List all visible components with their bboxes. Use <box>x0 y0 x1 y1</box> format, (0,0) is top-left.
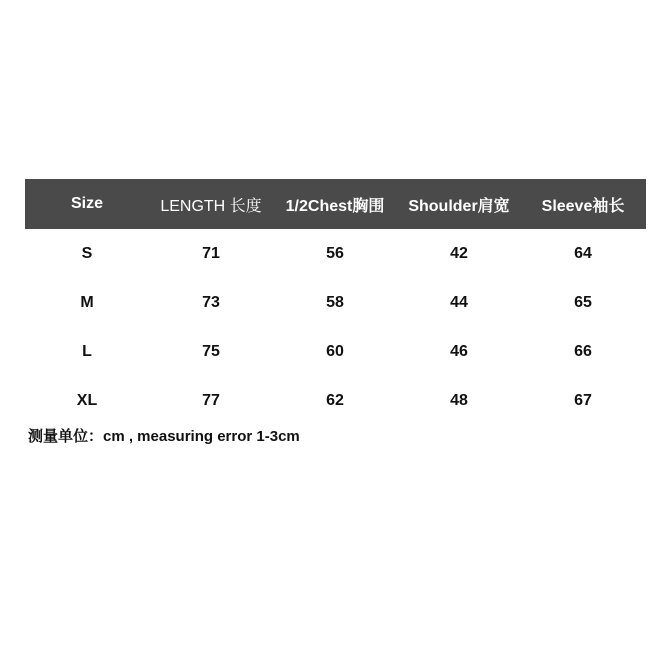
sleeve-cell: 64 <box>574 244 592 262</box>
chest-cell: 62 <box>326 391 344 409</box>
length-cell: 75 <box>202 342 220 360</box>
length-cell: 73 <box>202 293 220 311</box>
table-row <box>25 327 646 376</box>
shoulder-cell: 42 <box>450 244 468 262</box>
sleeve-cell: 65 <box>574 293 592 311</box>
header-sleeve: Sleeve袖长 <box>541 197 625 215</box>
shoulder-cell: 48 <box>450 391 468 409</box>
chest-cell: 58 <box>326 293 344 311</box>
length-cell: 71 <box>202 244 220 262</box>
table-row <box>25 229 646 278</box>
size-cell: L <box>82 342 92 360</box>
table-row <box>25 376 646 425</box>
chest-cell: 56 <box>326 244 344 262</box>
size-chart-table <box>25 179 646 425</box>
header-length: LENGTH 长度 <box>160 197 262 215</box>
header-size: Size <box>70 195 103 212</box>
size-cell: S <box>81 244 93 262</box>
table-header-row <box>25 179 646 229</box>
size-cell: XL <box>76 391 98 409</box>
header-shoulder: Shoulder肩宽 <box>408 197 510 215</box>
sleeve-cell: 66 <box>574 342 592 360</box>
size-cell: M <box>80 293 94 311</box>
table-row <box>25 278 646 327</box>
header-chest: 1/2Chest胸围 <box>285 197 385 215</box>
shoulder-cell: 46 <box>450 342 468 360</box>
shoulder-cell: 44 <box>450 293 468 311</box>
sleeve-cell: 67 <box>574 391 592 409</box>
chest-cell: 60 <box>326 342 344 360</box>
measurement-note: 测量单位：cm , measuring error 1-3cm <box>28 428 300 445</box>
length-cell: 77 <box>202 391 220 409</box>
